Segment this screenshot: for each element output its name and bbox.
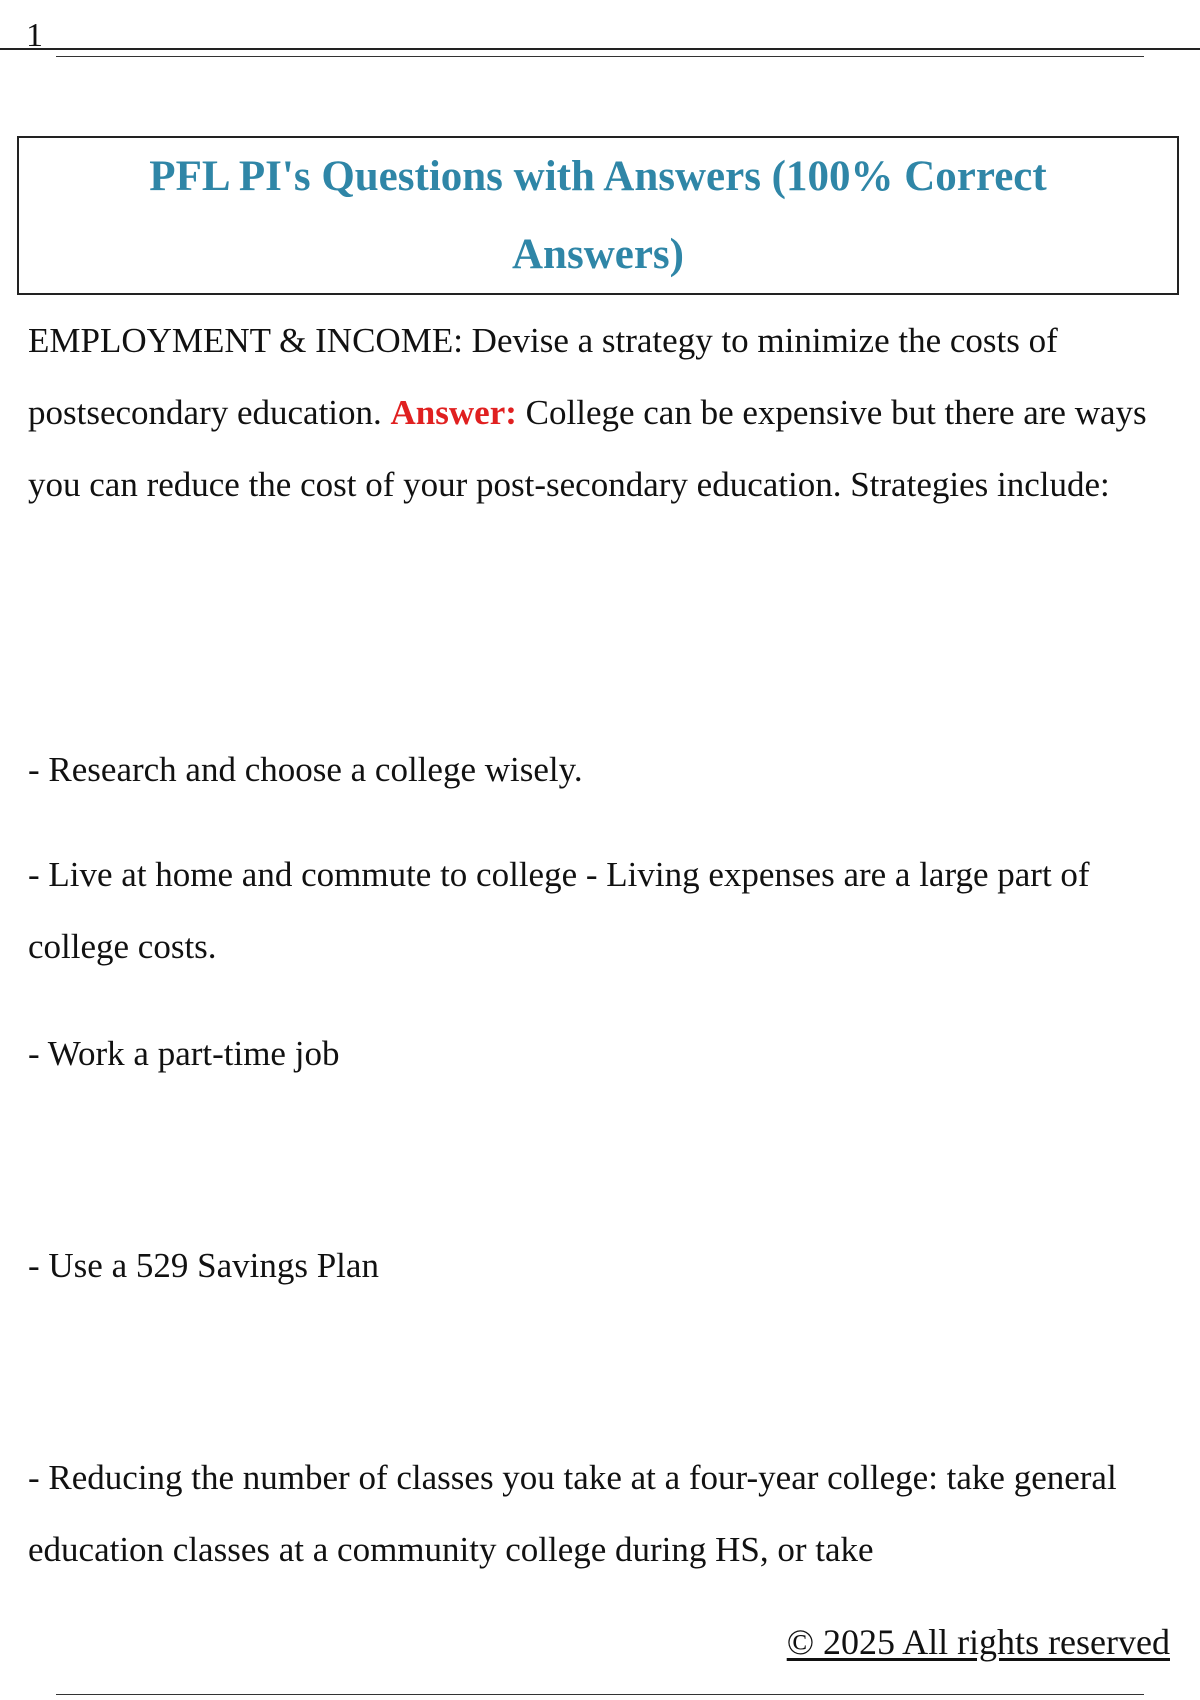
question-text: EMPLOYMENT & INCOME: Devise a strategy to minimize the costs of postsecondary education. xyxy=(28,321,1058,432)
strategy-item: - Work a part-time job xyxy=(28,1034,340,1073)
question-block xyxy=(28,305,1168,521)
title-box xyxy=(17,136,1179,295)
strategy-item: - Live at home and commute to college - Living expenses are a large part of college costs. xyxy=(28,855,1090,966)
answer-label: Answer: xyxy=(390,393,517,432)
header-rule xyxy=(0,48,1200,50)
document-title: PFL PI's Questions with Answers (100% Correct Answers) xyxy=(149,152,1047,278)
strategy-item: - Research and choose a college wisely. xyxy=(28,750,583,789)
copyright-notice: © 2025 All rights reserved xyxy=(786,1622,1170,1662)
question-paragraph xyxy=(28,305,1168,521)
header-rule-secondary xyxy=(56,56,1144,57)
page-number: 1 xyxy=(26,17,43,54)
footer-rule xyxy=(56,1694,1144,1695)
strategy-item: - Reducing the number of classes you take at a four-year college: take general education classes at a community college during HS, or take xyxy=(28,1458,1117,1569)
answer-text: College can be expensive but there are ways you can reduce the cost of your post-secondary education. Strategies include: xyxy=(28,393,1147,504)
strategy-item: - Use a 529 Savings Plan xyxy=(28,1246,379,1285)
